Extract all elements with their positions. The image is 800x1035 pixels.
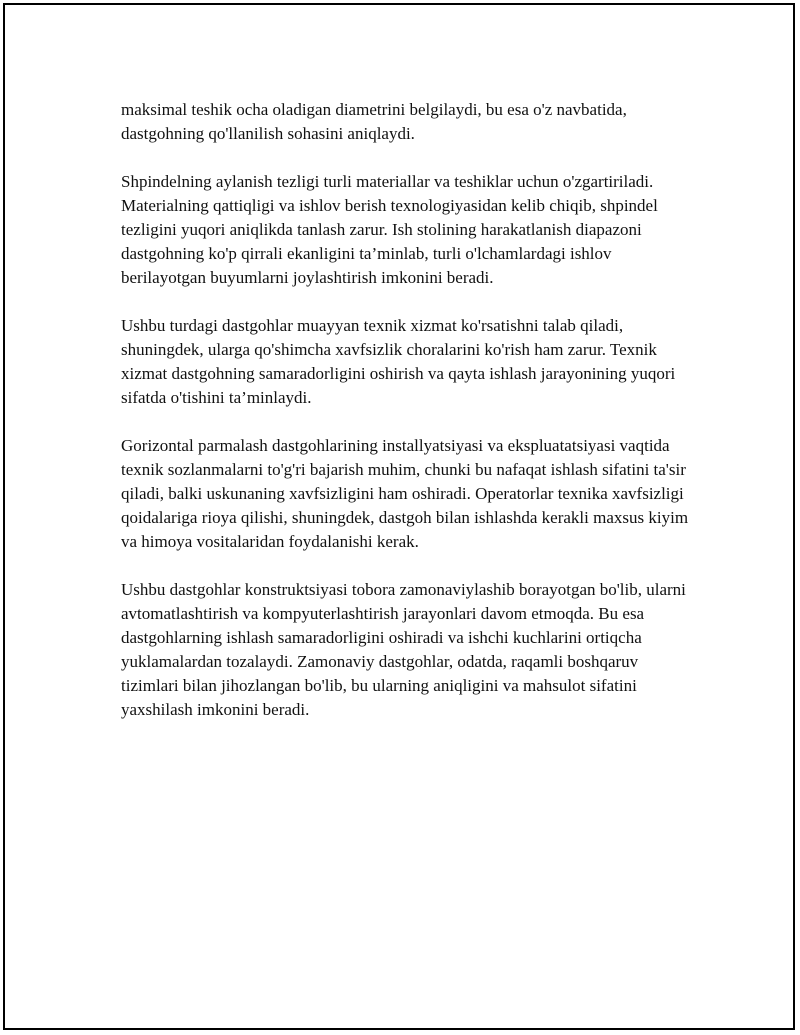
document-body <box>121 98 691 746</box>
paragraph-4: Gorizontal parmalash dastgohlarining installyatsiyasi va ekspluatatsiyasi vaqtida texnik sozlanmalarni to'g'ri bajarish muhim, chunki bu nafaqat ishlash sifatini ta'sir qiladi, balki uskunaning xavfsizligini ham oshiradi. Operatorlar texnika xavfsizligi qoidalariga rioya qilishi, shuningdek, dastgoh bilan ishlashda kerakli maxsus kiyim va himoya vositalaridan foydalanishi kerak. <box>121 436 689 551</box>
paragraph-5: Ushbu dastgohlar konstruktsiyasi tobora zamonaviylashib borayotgan bo'lib, ularni avtomatlashtirish va kompyuterlashtirish jarayonlari davom etmoqda. Bu esa dastgohlarning ishlash samaradorligini oshiradi va ishchi kuchlarini ortiqcha yuklamalardan tozalaydi. Zamonaviy dastgohlar, odatda, raqamli boshqaruv tizimlari bilan jihozlangan bo'lib, bu ularning aniqligini va mahsulot sifatini yaxshilash imkonini beradi. <box>121 580 686 719</box>
paragraph-1: maksimal teshik ocha oladigan diametrini belgilaydi, bu esa o'z navbatida, dastgohning qo'llanilish sohasini aniqlaydi. <box>121 100 627 143</box>
document-page <box>3 3 795 1030</box>
paragraph-2: Shpindelning aylanish tezligi turli materiallar va teshiklar uchun o'zgartiriladi. Materialning qattiqligi va ishlov berish texnologiyasidan kelib chiqib, shpindel tezligini yuqori aniqlikda tanlash zarur. Ish stolining harakatlanish diapazoni dastgohning ko'p qirrali ekanligini ta’minlab, turli o'lchamlardagi ishlov berilayotgan buyumlarni joylashtirish imkonini beradi. <box>121 172 658 287</box>
paragraph-3: Ushbu turdagi dastgohlar muayyan texnik xizmat ko'rsatishni talab qiladi, shuningdek, ularga qo'shimcha xavfsizlik choralarini ko'rish ham zarur. Texnik xizmat dastgohning samaradorligini oshirish va qayta ishlash jarayonining yuqori sifatda o'tishini ta’minlaydi. <box>121 316 676 407</box>
